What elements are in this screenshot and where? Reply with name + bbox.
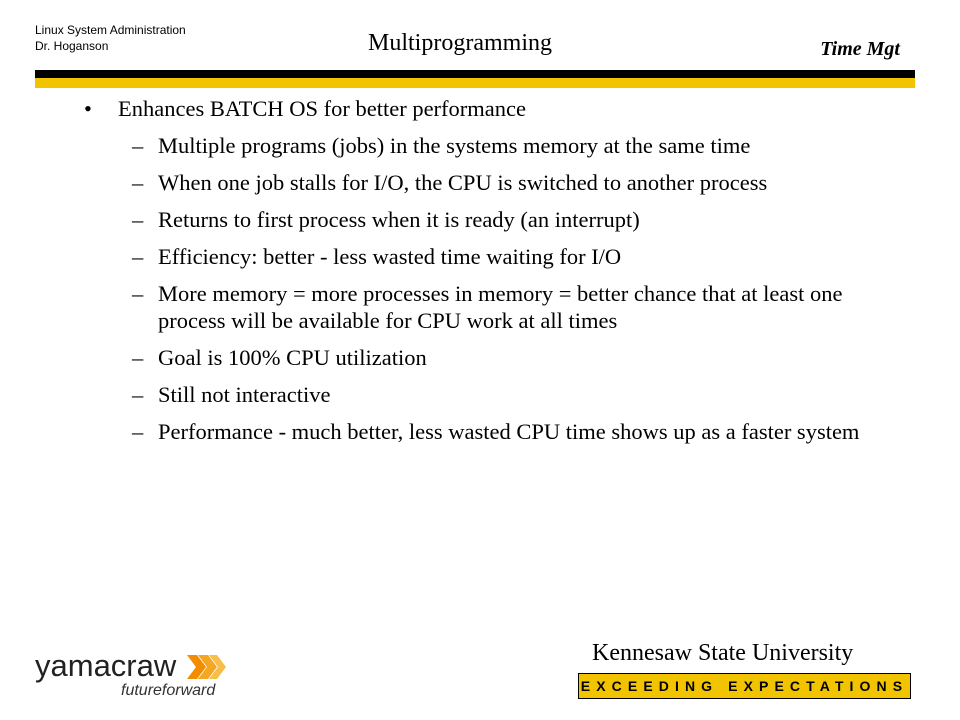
bullet-mark: •	[84, 96, 92, 121]
slide-content	[80, 95, 890, 445]
sub-bullet-text: Still not interactive	[158, 382, 331, 407]
sub-bullet-text: Multiple programs (jobs) in the systems memory at the same time	[158, 133, 751, 158]
sub-bullet	[80, 381, 890, 408]
logo-tagline: futureforward	[121, 682, 216, 699]
sub-bullet-text: Goal is 100% CPU utilization	[158, 345, 427, 370]
header-rule-gold	[35, 78, 915, 88]
sub-bullet	[80, 169, 890, 196]
dash-mark: –	[132, 345, 144, 370]
sub-bullet-text: More memory = more processes in memory = better chance that at least one process will be available for CPU work at all times	[158, 281, 843, 333]
dash-mark: –	[132, 281, 144, 306]
dash-mark: –	[132, 170, 144, 195]
section-label: Time Mgt	[820, 38, 900, 60]
main-bullet	[80, 95, 890, 122]
course-header	[35, 22, 186, 54]
course-name: Linux System Administration	[35, 23, 186, 37]
header-rule-black	[35, 70, 915, 78]
dash-mark: –	[132, 419, 144, 444]
dash-mark: –	[132, 244, 144, 269]
logo-wordmark: yamacraw	[35, 648, 177, 683]
tagline-banner: EXCEEDING EXPECTATIONS	[578, 673, 911, 699]
sub-bullet-text: Performance - much better, less wasted CPU time shows up as a faster system	[158, 419, 860, 444]
sub-bullet-text: When one job stalls for I/O, the CPU is switched to another process	[158, 170, 768, 195]
dash-mark: –	[132, 382, 144, 407]
chevrons-right-icon	[185, 652, 229, 682]
sub-bullet	[80, 344, 890, 371]
author-name: Dr. Hoganson	[35, 39, 109, 53]
slide-title: Multiprogramming	[368, 30, 552, 56]
university-name: Kennesaw State University	[592, 640, 854, 666]
sub-bullet	[80, 280, 890, 334]
dash-mark: –	[132, 207, 144, 232]
sub-bullet	[80, 132, 890, 159]
sub-bullet-text: Efficiency: better - less wasted time waiting for I/O	[158, 244, 622, 269]
sub-bullet	[80, 206, 890, 233]
dash-mark: –	[132, 133, 144, 158]
sub-bullet-text: Returns to first process when it is ready (an interrupt)	[158, 207, 640, 232]
yamacraw-logo	[35, 648, 235, 703]
sub-bullet	[80, 418, 890, 445]
sub-bullet	[80, 243, 890, 270]
main-bullet-text: Enhances BATCH OS for better performance	[118, 96, 526, 121]
